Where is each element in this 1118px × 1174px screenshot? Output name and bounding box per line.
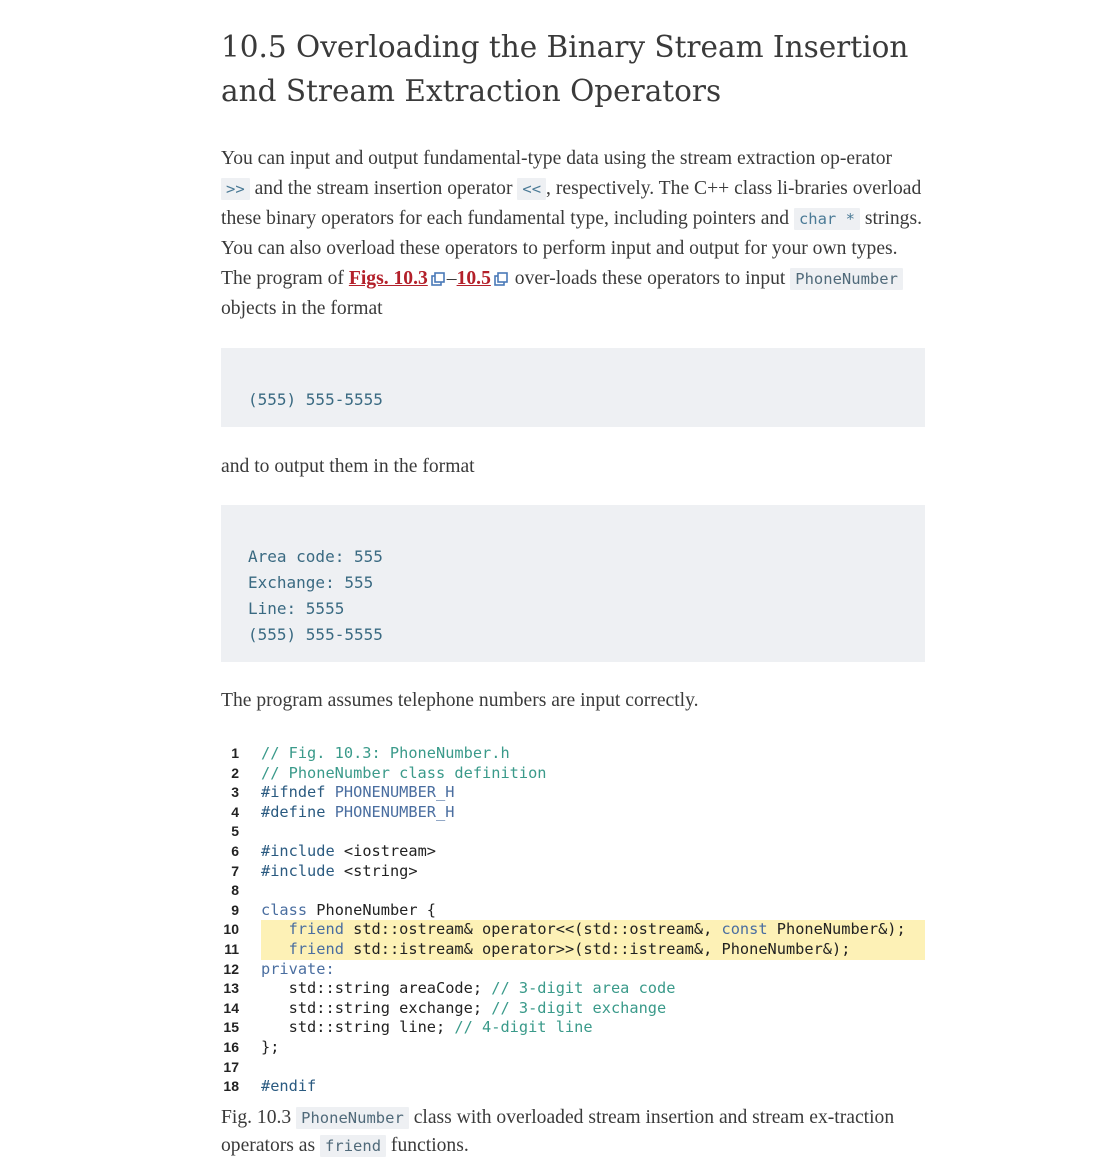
code-text: std::string exchange;: [288, 998, 492, 1017]
line-number: 9: [231, 901, 239, 918]
caption-class-code: PhoneNumber: [296, 1107, 409, 1129]
extraction-operator-code: >>: [221, 178, 250, 200]
preprocessor-directive: #include: [261, 861, 335, 880]
caption-friend-code: friend: [320, 1135, 386, 1157]
line-number: 2: [231, 764, 239, 781]
listing-line: [221, 901, 925, 921]
fig-10-3-link[interactable]: Figs. 10.3: [348, 268, 428, 289]
code-text: std::string line;: [288, 1018, 455, 1037]
listing-line: [221, 744, 925, 764]
code-comment: // 4-digit line: [454, 1018, 593, 1037]
phonenumber-class-code: PhoneNumber: [790, 268, 903, 290]
macro-name: PHONENUMBER_H: [334, 802, 455, 821]
line-number: 3: [231, 784, 239, 801]
output-format-line: Exchange: 555: [248, 573, 374, 592]
figure-caption: [221, 1104, 925, 1160]
keyword: friend: [288, 920, 344, 939]
line-number: 8: [231, 882, 239, 899]
external-link-icon[interactable]: [431, 272, 445, 286]
code-text: PhoneNumber&);: [776, 920, 906, 939]
listing-line: [221, 803, 925, 823]
line-number: 6: [231, 842, 239, 859]
listing-line: [221, 960, 925, 980]
listing-line: [221, 1038, 925, 1058]
input-format-line: (555) 555-5555: [248, 390, 383, 409]
line-number: 16: [223, 1038, 239, 1055]
code-text: };: [261, 1037, 280, 1056]
intro-text-1: You can input and output fundamental-type data using the stream extraction op-erator: [221, 148, 893, 169]
listing-line: [221, 783, 925, 803]
listing-line: [221, 1018, 925, 1038]
section-heading: 10.5 Overloading the Binary Stream Insertion and Stream Extraction Operators: [221, 30, 909, 108]
code-text: std::ostream& operator<<(std::ostream&,: [353, 920, 722, 939]
assumption-text: The program assumes telephone numbers are input correctly.: [221, 690, 699, 711]
listing-line: [221, 979, 925, 999]
output-format-line: Area code: 555: [248, 547, 383, 566]
char-pointer-code: char *: [794, 208, 860, 230]
keyword: friend: [288, 939, 344, 958]
listing-line: [221, 822, 925, 842]
listing-line: [221, 1058, 925, 1078]
include-target: <iostream>: [343, 841, 437, 860]
listing-line: [221, 881, 925, 901]
intro-text-2: and the stream insertion operator: [249, 178, 518, 199]
line-number: 4: [231, 803, 239, 820]
line-number: 15: [223, 1019, 239, 1036]
intro-text-6: objects in the format: [221, 298, 383, 319]
macro-name: PHONENUMBER_H: [334, 783, 455, 802]
caption-text-1: class with overloaded stream insertion and stream ex-traction operators as: [221, 1107, 895, 1156]
listing-line: [221, 842, 925, 862]
input-format-block: [221, 348, 925, 427]
code-text: PhoneNumber {: [316, 900, 437, 919]
insertion-operator-code: <<: [517, 178, 546, 200]
intro-text-3: , respectively. The C++ class li-braries overload these binary operators for each fundamental type, including pointers and: [221, 178, 922, 229]
keyword: class: [261, 900, 308, 919]
output-intro-text: and to output them in the format: [221, 456, 475, 477]
output-format-block: [221, 505, 925, 662]
keyword: private:: [261, 959, 335, 978]
line-number: 1: [231, 745, 239, 761]
listing-line: [221, 764, 925, 784]
preprocessor-directive: #ifndef: [261, 783, 326, 802]
output-format-line: Line: 5555: [248, 599, 345, 618]
figure-range-dash: –: [446, 268, 457, 289]
intro-text-4: strings. You can also overload these operators to perform input and output for your own types. The program of: [221, 208, 922, 289]
external-link-icon[interactable]: [494, 272, 508, 286]
listing-line-highlighted: [221, 920, 925, 940]
code-comment: // PhoneNumber class definition: [261, 763, 547, 782]
line-number: 18: [223, 1078, 239, 1095]
code-listing: [221, 744, 925, 1097]
intro-paragraph: [221, 144, 925, 324]
code-comment: // 3-digit area code: [491, 979, 676, 998]
preprocessor-directive: #include: [261, 841, 335, 860]
line-number: 17: [223, 1058, 239, 1075]
code-text: std::string areaCode;: [288, 979, 492, 998]
listing-line: [221, 999, 925, 1019]
line-number: 12: [223, 960, 239, 977]
line-number: 14: [223, 999, 239, 1016]
intro-text-5: over-loads these operators to input: [509, 268, 791, 289]
preprocessor-directive: #define: [261, 802, 326, 821]
line-number: 7: [231, 862, 239, 879]
code-text: std::istream& operator>>(std::istream&, PhoneNumber&);: [353, 939, 851, 958]
caption-text-2: functions.: [386, 1135, 469, 1156]
line-number: 11: [224, 940, 239, 957]
caption-figure-label: Fig. 10.3: [221, 1107, 292, 1128]
line-number: 10: [223, 921, 239, 938]
preprocessor-directive: #endif: [261, 1077, 317, 1096]
output-format-line: (555) 555-5555: [248, 625, 383, 644]
code-comment: // 3-digit exchange: [491, 998, 667, 1017]
keyword: const: [721, 920, 768, 939]
line-number: 13: [223, 980, 239, 997]
include-target: <string>: [343, 861, 418, 880]
listing-line: [221, 1077, 925, 1097]
listing-line: [221, 862, 925, 882]
code-comment: // Fig. 10.3: PhoneNumber.h: [261, 744, 510, 762]
fig-10-5-link[interactable]: 10.5: [456, 268, 491, 289]
line-number: 5: [231, 823, 239, 840]
listing-line-highlighted: [221, 940, 925, 960]
